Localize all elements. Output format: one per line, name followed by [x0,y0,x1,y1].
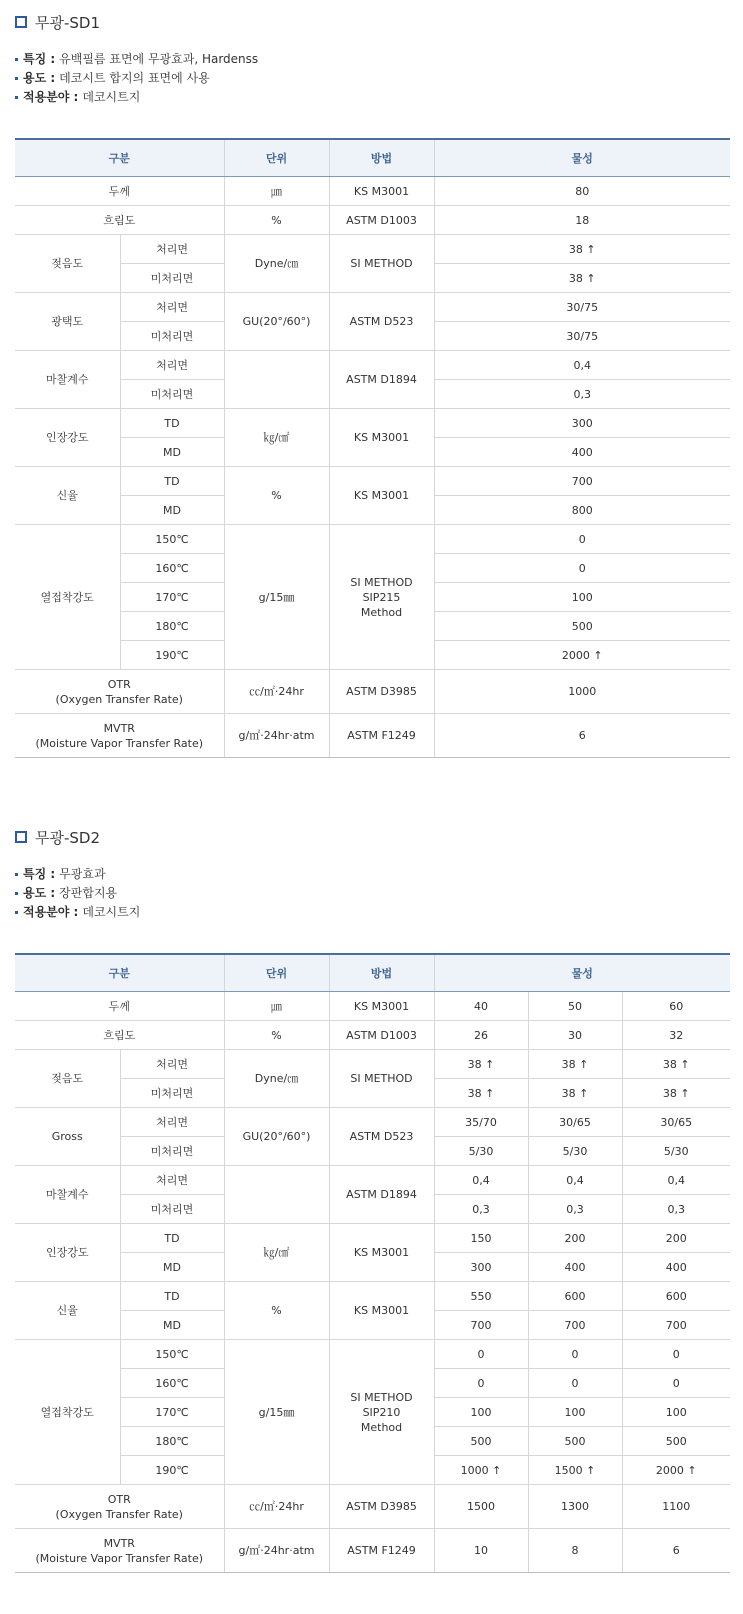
header-method: 방법 [329,954,434,992]
method-cell: KS M3001 [329,467,434,525]
row-label: 광택도 [15,293,120,351]
row-label: 젖음도 [15,235,120,293]
value-cell: 200 [528,1224,622,1253]
method-cell: ASTM D1003 [329,1021,434,1050]
sub-label: 180℃ [120,1427,224,1456]
value-cell: 0,3 [434,380,730,409]
value-cell: 35/70 [434,1108,528,1137]
sub-label: 미처리면 [120,264,224,293]
table-row [15,1021,730,1050]
sub-label: 150℃ [120,1340,224,1369]
value-cell: 0,4 [528,1166,622,1195]
value-cell: 400 [434,438,730,467]
unit-cell: ㏄/㎡·24hr [224,1485,329,1529]
row-label [15,1485,224,1529]
method-line: SI METHOD [350,1390,413,1404]
value-cell: 0,3 [434,1195,528,1224]
table-row [15,206,730,235]
value-cell: 100 [434,583,730,612]
value-cell: 80 [434,177,730,206]
table-row [15,1050,730,1079]
unit-cell: g/15㎜ [224,525,329,670]
value-cell: 38 ↑ [528,1050,622,1079]
row-label: 두께 [15,177,224,206]
section-title: 무광-SD2 [35,828,101,847]
table-row [15,467,730,496]
method-cell: ASTM D523 [329,293,434,351]
value-cell: 5/30 [528,1137,622,1166]
sub-label: TD [120,1224,224,1253]
table-header-row [15,954,730,992]
value-cell: 1000 ↑ [434,1456,528,1485]
sub-label: MD [120,1311,224,1340]
row-label-line: MVTR [103,1536,135,1550]
header-unit: 단위 [224,954,329,992]
table-row [15,992,730,1021]
value-cell: 1100 [622,1485,730,1529]
header-unit: 단위 [224,139,329,177]
section-heading [15,826,730,848]
method-cell: KS M3001 [329,1282,434,1340]
value-cell: 38 ↑ [434,264,730,293]
unit-cell: % [224,1282,329,1340]
value-cell: 700 [528,1311,622,1340]
method-line: Method [360,605,403,619]
row-label: 두께 [15,992,224,1021]
value-cell: 5/30 [622,1137,730,1166]
feature-label: 적용분야 : [23,90,79,104]
unit-cell: Dyne/㎝ [224,1050,329,1108]
feature-item [15,884,730,903]
sub-label: 190℃ [120,641,224,670]
sub-label: 170℃ [120,583,224,612]
feature-item [15,69,730,88]
feature-item [15,865,730,884]
value-cell: 40 [434,992,528,1021]
row-label-line: (Oxygen Transfer Rate) [55,692,183,706]
table-row [15,235,730,264]
sub-label: 미처리면 [120,322,224,351]
value-cell: 32 [622,1021,730,1050]
row-label: 흐림도 [15,206,224,235]
row-label [15,1529,224,1573]
method-cell: ASTM D1894 [329,351,434,409]
sub-label: TD [120,1282,224,1311]
sub-label: 처리면 [120,1108,224,1137]
value-cell: 1000 [434,670,730,714]
bullet-icon [15,911,18,914]
value-cell: 30/75 [434,293,730,322]
sub-label: 처리면 [120,1166,224,1195]
unit-cell: ㎛ [224,177,329,206]
row-label: 마찰계수 [15,1166,120,1224]
table-row [15,670,730,714]
unit-cell: % [224,206,329,235]
feature-label: 특징 : [23,867,56,881]
row-label: 젖음도 [15,1050,120,1108]
value-cell: 10 [434,1529,528,1573]
method-cell: ASTM D523 [329,1108,434,1166]
table-row [15,1224,730,1253]
value-cell: 400 [528,1253,622,1282]
bullet-icon [15,96,18,99]
feature-value: 데코시트지 [82,905,141,919]
value-cell: 0 [434,554,730,583]
sub-label: 160℃ [120,1369,224,1398]
value-cell: 26 [434,1021,528,1050]
unit-cell: % [224,1021,329,1050]
table-row [15,714,730,758]
value-cell: 0 [622,1369,730,1398]
value-cell: 6 [622,1529,730,1573]
table-row [15,409,730,438]
row-label-line: OTR [107,677,131,691]
row-label-line: (Moisture Vapor Transfer Rate) [35,736,204,750]
sub-label: 처리면 [120,235,224,264]
table-row [15,1108,730,1137]
row-label: 신율 [15,467,120,525]
method-cell: KS M3001 [329,409,434,467]
value-cell: 38 ↑ [622,1050,730,1079]
table-row [15,525,730,554]
sub-label: 190℃ [120,1456,224,1485]
unit-cell [224,351,329,409]
sub-label: 150℃ [120,525,224,554]
value-cell: 0,3 [528,1195,622,1224]
value-cell: 500 [434,1427,528,1456]
header-method: 방법 [329,139,434,177]
feature-item [15,50,730,69]
feature-value: 무광효과 [59,867,106,881]
sub-label: 미처리면 [120,380,224,409]
table-row [15,1166,730,1195]
method-line: SI METHOD [350,575,413,589]
section-heading [15,11,730,33]
sub-label: 170℃ [120,1398,224,1427]
value-cell: 38 ↑ [434,1050,528,1079]
value-cell: 300 [434,409,730,438]
value-cell: 500 [434,612,730,641]
sub-label: 180℃ [120,612,224,641]
feature-value: 유백필름 표면에 무광효과, Hardenss [59,52,259,66]
unit-cell: ㏄/㎡·24hr [224,670,329,714]
unit-cell: Dyne/㎝ [224,235,329,293]
method-line: Method [360,1420,403,1434]
value-cell: 0 [528,1369,622,1398]
value-cell: 38 ↑ [622,1079,730,1108]
spec-table-sd2 [15,953,730,1573]
row-label: 마찰계수 [15,351,120,409]
method-cell: KS M3001 [329,1224,434,1282]
header-property: 물성 [434,139,730,177]
sub-label: 160℃ [120,554,224,583]
unit-cell: % [224,467,329,525]
method-cell: ASTM D3985 [329,1485,434,1529]
value-cell: 0,4 [622,1166,730,1195]
value-cell: 0,3 [622,1195,730,1224]
value-cell: 30/65 [528,1108,622,1137]
value-cell: 18 [434,206,730,235]
value-cell: 0 [434,1340,528,1369]
value-cell: 38 ↑ [528,1079,622,1108]
value-cell: 2000 ↑ [622,1456,730,1485]
feature-item [15,88,730,107]
section-title: 무광-SD1 [35,13,101,32]
method-cell: ASTM D3985 [329,670,434,714]
feature-value: 데코시트 합지의 표면에 사용 [59,71,210,85]
feature-item [15,903,730,922]
bullet-icon [15,77,18,80]
row-label: 열접착강도 [15,525,120,670]
value-cell: 700 [434,467,730,496]
sub-label: 처리면 [120,1050,224,1079]
bullet-icon [15,58,18,61]
value-cell: 0,4 [434,1166,528,1195]
value-cell: 0 [434,525,730,554]
header-property: 물성 [434,954,730,992]
square-bullet-icon [15,831,27,843]
unit-cell: g/15㎜ [224,1340,329,1485]
method-cell [329,525,434,670]
value-cell: 6 [434,714,730,758]
value-cell: 50 [528,992,622,1021]
bullet-icon [15,873,18,876]
method-cell: ASTM F1249 [329,714,434,758]
value-cell: 0 [622,1340,730,1369]
value-cell: 300 [434,1253,528,1282]
value-cell: 1500 ↑ [528,1456,622,1485]
value-cell: 0 [434,1369,528,1398]
sub-label: 처리면 [120,293,224,322]
sub-label: 미처리면 [120,1195,224,1224]
sub-label: MD [120,1253,224,1282]
value-cell: 38 ↑ [434,1079,528,1108]
section-sd2 [15,826,730,922]
value-cell: 8 [528,1529,622,1573]
table-row [15,1340,730,1369]
value-cell: 700 [434,1311,528,1340]
spec-table-sd1 [15,138,730,758]
sub-label: 미처리면 [120,1137,224,1166]
sub-label: MD [120,438,224,467]
table-row [15,351,730,380]
sub-label: 미처리면 [120,1079,224,1108]
table-row [15,177,730,206]
value-cell: 600 [528,1282,622,1311]
value-cell: 500 [622,1427,730,1456]
table-row [15,1282,730,1311]
unit-cell: ㎏/㎠ [224,409,329,467]
value-cell: 38 ↑ [434,235,730,264]
row-label: Gross [15,1108,120,1166]
feature-label: 용도 : [23,71,56,85]
feature-label: 특징 : [23,52,56,66]
bullet-icon [15,892,18,895]
method-cell: SI METHOD [329,1050,434,1108]
method-line: SIP215 [362,590,401,604]
row-label-line: MVTR [103,721,135,735]
row-label: 흐림도 [15,1021,224,1050]
row-label [15,670,224,714]
value-cell: 0,4 [434,351,730,380]
feature-list [15,865,730,922]
value-cell: 100 [434,1398,528,1427]
section-sd1 [15,11,730,107]
value-cell: 60 [622,992,730,1021]
table-row [15,1529,730,1573]
unit-cell: ㎏/㎠ [224,1224,329,1282]
unit-cell: GU(20°/60°) [224,293,329,351]
row-label: 인장강도 [15,1224,120,1282]
value-cell: 0 [528,1340,622,1369]
sub-label: MD [120,496,224,525]
row-label-line: (Moisture Vapor Transfer Rate) [35,1551,204,1565]
value-cell: 500 [528,1427,622,1456]
method-cell: ASTM D1003 [329,206,434,235]
value-cell: 550 [434,1282,528,1311]
header-category: 구분 [15,954,224,992]
value-cell: 700 [622,1311,730,1340]
feature-value: 장판합지용 [59,886,118,900]
table-header-row [15,139,730,177]
method-cell: ASTM F1249 [329,1529,434,1573]
value-cell: 5/30 [434,1137,528,1166]
row-label: 신율 [15,1282,120,1340]
method-line: SIP210 [362,1405,401,1419]
method-cell [329,1340,434,1485]
value-cell: 200 [622,1224,730,1253]
table-row [15,1485,730,1529]
value-cell: 100 [622,1398,730,1427]
sub-label: 처리면 [120,351,224,380]
row-label: 인장강도 [15,409,120,467]
unit-cell: GU(20°/60°) [224,1108,329,1166]
row-label: 열접착강도 [15,1340,120,1485]
feature-value: 데코시트지 [82,90,141,104]
table-row [15,293,730,322]
header-category: 구분 [15,139,224,177]
value-cell: 400 [622,1253,730,1282]
sub-label: TD [120,467,224,496]
unit-cell: g/㎡·24hr·atm [224,714,329,758]
method-cell: ASTM D1894 [329,1166,434,1224]
value-cell: 800 [434,496,730,525]
value-cell: 150 [434,1224,528,1253]
feature-label: 적용분야 : [23,905,79,919]
method-cell: SI METHOD [329,235,434,293]
value-cell: 2000 ↑ [434,641,730,670]
method-cell: KS M3001 [329,992,434,1021]
method-cell: KS M3001 [329,177,434,206]
feature-list [15,50,730,107]
sub-label: TD [120,409,224,438]
feature-label: 용도 : [23,886,56,900]
row-label [15,714,224,758]
row-label-line: (Oxygen Transfer Rate) [55,1507,183,1521]
unit-cell: ㎛ [224,992,329,1021]
value-cell: 30/65 [622,1108,730,1137]
unit-cell [224,1166,329,1224]
value-cell: 30/75 [434,322,730,351]
value-cell: 600 [622,1282,730,1311]
row-label-line: OTR [107,1492,131,1506]
value-cell: 30 [528,1021,622,1050]
unit-cell: g/㎡·24hr·atm [224,1529,329,1573]
value-cell: 1500 [434,1485,528,1529]
value-cell: 100 [528,1398,622,1427]
square-bullet-icon [15,16,27,28]
value-cell: 1300 [528,1485,622,1529]
